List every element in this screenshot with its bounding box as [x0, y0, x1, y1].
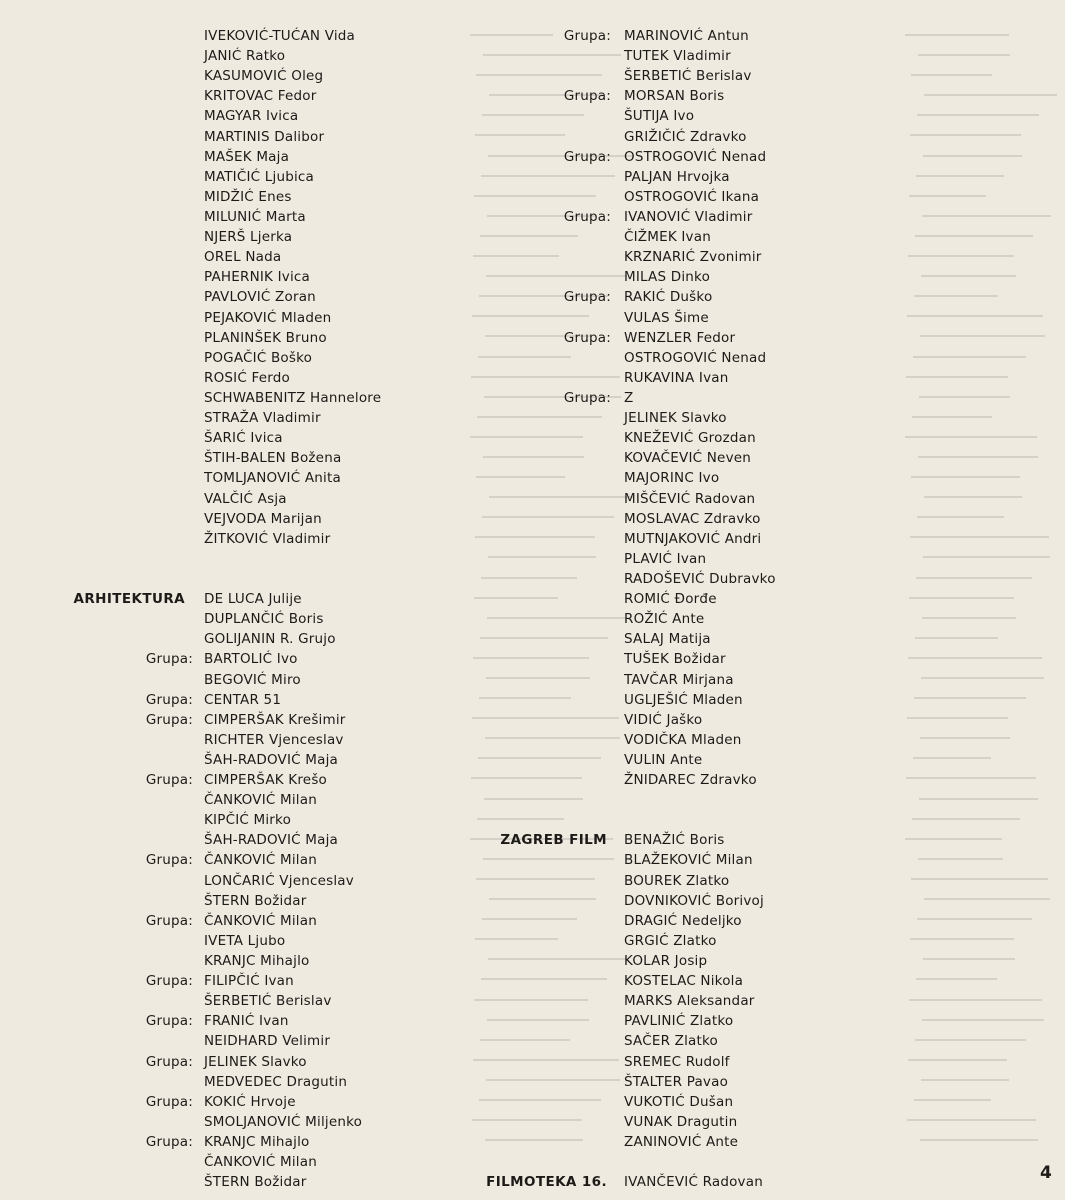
person-name: ŠARIĆ Ivica [204, 430, 283, 447]
person-name: RADOŠEVIĆ Dubravko [624, 570, 776, 587]
list-item [470, 549, 940, 569]
person-name: RUKAVINA Ivan [624, 369, 729, 386]
person-name: LONČARIĆ Vjenceslav [204, 872, 354, 889]
list-item [470, 1052, 940, 1072]
list-item [470, 227, 940, 247]
list-item [0, 106, 470, 126]
person-name: ŠAH-RADOVIĆ Maja [204, 832, 339, 849]
list-item [0, 891, 470, 911]
person-name: RAKIĆ Duško [624, 289, 713, 306]
list-item [470, 810, 940, 830]
list-item [470, 730, 940, 750]
show-through-line [922, 215, 1051, 217]
list-item [470, 368, 940, 388]
person-name: NEIDHARD Velimir [204, 1033, 331, 1050]
list-item [0, 287, 470, 307]
person-name: SALAJ Matija [624, 631, 711, 648]
person-name: SREMEC Rudolf [624, 1053, 730, 1070]
list-item [470, 489, 940, 509]
group-label: Grupa: [145, 852, 193, 869]
group-label: Grupa: [563, 289, 611, 306]
list-item [0, 1052, 470, 1072]
section-heading: ARHITEKTURA [73, 591, 185, 608]
list-item [0, 207, 470, 227]
list-item [0, 167, 470, 187]
group-label: Grupa: [145, 772, 193, 789]
list-item [0, 448, 470, 468]
person-name: VODIČKA Mladen [624, 731, 742, 748]
person-name: ŠERBETIĆ Berislav [624, 68, 752, 85]
list-item [0, 529, 470, 549]
person-name: WENZLER Fedor [624, 329, 736, 346]
list-item [0, 810, 470, 830]
list-item [0, 1112, 470, 1132]
list-item [470, 509, 940, 529]
person-name: CIMPERŠAK Krešo [204, 772, 328, 789]
person-name: TUTEK Vladimir [624, 48, 731, 65]
list-item [470, 871, 940, 891]
list-item [0, 1072, 470, 1092]
person-name: BLAŽEKOVIĆ Milan [624, 852, 753, 869]
list-item [470, 187, 940, 207]
show-through-line [924, 898, 1050, 900]
list-item [0, 830, 470, 850]
person-name: VUNAK Dragutin [624, 1113, 738, 1130]
person-name: VALČIĆ Asja [204, 490, 287, 507]
person-name: ŠTERN Božidar [204, 892, 307, 909]
group-label: Grupa: [145, 691, 193, 708]
list-item [0, 971, 470, 991]
list-item [0, 408, 470, 428]
person-name: DUPLANČIĆ Boris [204, 611, 324, 628]
list-item [470, 670, 940, 690]
person-name: ŠAH-RADOVIĆ Maja [204, 751, 339, 768]
person-name: VULAS Šime [624, 309, 709, 326]
person-name: ZANINOVIĆ Ante [624, 1134, 739, 1151]
list-item [0, 670, 470, 690]
list-item [0, 368, 470, 388]
person-name: MOSLAVAC Zdravko [624, 510, 761, 527]
list-item [470, 86, 940, 106]
list-item [0, 187, 470, 207]
person-name: Z [624, 389, 634, 406]
group-label: Grupa: [145, 1134, 193, 1151]
list-item [0, 468, 470, 488]
person-name: OREL Nada [204, 249, 282, 266]
list-item [0, 871, 470, 891]
person-name: ŽITKOVIĆ Vladimir [204, 530, 331, 547]
list-item [470, 891, 940, 911]
list-item [0, 991, 470, 1011]
person-name: FILIPČIĆ Ivan [204, 973, 294, 990]
person-name: MILUNIĆ Marta [204, 208, 306, 225]
person-name: IVETA Ljubo [204, 932, 286, 949]
list-item [470, 569, 940, 589]
person-name: SMOLJANOVIĆ Miljenko [204, 1113, 363, 1130]
list-item [0, 227, 470, 247]
list-item [470, 46, 940, 66]
group-label: Grupa: [563, 329, 611, 346]
list-item [470, 770, 940, 790]
person-name: PAVLINIĆ Zlatko [624, 1013, 734, 1030]
person-name: IVANOVIĆ Vladimir [624, 208, 753, 225]
person-name: KOSTELAC Nikola [624, 973, 744, 990]
person-name: IVANČEVIĆ Radovan [624, 1174, 763, 1191]
list-item [0, 850, 470, 870]
list-item [0, 649, 470, 669]
list-item [470, 931, 940, 951]
list-item [470, 328, 940, 348]
person-name: ČANKOVIĆ Milan [204, 792, 317, 809]
group-label: Grupa: [563, 389, 611, 406]
list-item [0, 328, 470, 348]
list-item [0, 1092, 470, 1112]
list-item [0, 931, 470, 951]
person-name: STRAŽA Vladimir [204, 410, 321, 427]
group-label: Grupa: [563, 148, 611, 165]
list-item [470, 66, 940, 86]
group-label: Grupa: [145, 1053, 193, 1070]
list-item [0, 1152, 470, 1172]
person-name: ŽNIDAREC Zdravko [624, 772, 757, 789]
person-name: MIŠČEVIĆ Radovan [624, 490, 756, 507]
list-item [470, 147, 940, 167]
list-item [0, 1011, 470, 1031]
list-item [0, 26, 470, 46]
list-item [470, 1132, 940, 1152]
person-name: PALJAN Hrvojka [624, 168, 730, 185]
person-name: ROMIĆ Đorđe [624, 591, 717, 608]
person-name: KIPČIĆ Mirko [204, 812, 292, 829]
list-item [0, 730, 470, 750]
list-item [470, 911, 940, 931]
person-name: ŠERBETIĆ Berislav [204, 993, 332, 1010]
list-item [470, 1112, 940, 1132]
show-through-line [924, 94, 1057, 96]
person-name: TOMLJANOVIĆ Anita [204, 470, 341, 487]
person-name: MARKS Aleksandar [624, 993, 755, 1010]
page-number: 4 [1040, 1163, 1052, 1183]
person-name: KRZNARIĆ Zvonimir [624, 249, 762, 266]
list-item [470, 790, 940, 810]
person-name: PAVLOVIĆ Zoran [204, 289, 316, 306]
list-item [0, 509, 470, 529]
group-label: Grupa: [145, 973, 193, 990]
section-heading: ZAGREB FILM [500, 832, 607, 849]
group-label: Grupa: [145, 711, 193, 728]
person-name: TUŠEK Božidar [624, 651, 726, 668]
list-item [0, 86, 470, 106]
person-name: PLAVIĆ Ivan [624, 550, 707, 567]
person-name: KRANJC Mihajlo [204, 1134, 310, 1151]
person-name: BENAŽIĆ Boris [624, 832, 725, 849]
list-item [470, 26, 940, 46]
list-item [470, 971, 940, 991]
list-item [0, 247, 470, 267]
list-item [470, 106, 940, 126]
list-item [0, 750, 470, 770]
list-item [470, 690, 940, 710]
person-name: PAHERNIK Ivica [204, 269, 311, 286]
list-item [470, 247, 940, 267]
list-item [0, 489, 470, 509]
person-name: MARTINIS Dalibor [204, 128, 325, 145]
person-name: MAGYAR Ivica [204, 108, 299, 125]
person-name: MAŠEK Maja [204, 148, 290, 165]
person-name: JANIĆ Ratko [204, 48, 286, 65]
list-item [0, 308, 470, 328]
person-name: JELINEK Slavko [624, 410, 727, 427]
list-item [470, 348, 940, 368]
list-item [470, 649, 940, 669]
list-item [0, 127, 470, 147]
left-column [0, 26, 470, 1192]
person-name: MAJORINC Ivo [624, 470, 720, 487]
person-name: BARTOLIĆ Ivo [204, 651, 298, 668]
list-item [0, 951, 470, 971]
person-name: MORSAN Boris [624, 88, 725, 105]
list-item [470, 287, 940, 307]
person-name: JELINEK Slavko [204, 1053, 307, 1070]
list-item [470, 207, 940, 227]
person-name: ČIŽMEK Ivan [624, 229, 711, 246]
person-name: NJERŠ Ljerka [204, 229, 293, 246]
person-name: UGLJEŠIĆ Mladen [624, 691, 743, 708]
list-item [470, 267, 940, 287]
list-item [0, 589, 470, 609]
list-item [0, 388, 470, 408]
group-label: Grupa: [145, 912, 193, 929]
list-item [470, 1152, 940, 1172]
group-label: Grupa: [145, 651, 193, 668]
list-item [470, 1172, 940, 1192]
list-item [0, 569, 470, 589]
person-name: MILAS Dinko [624, 269, 711, 286]
person-name: KRANJC Mihajlo [204, 953, 310, 970]
person-name: MUTNJAKOVIĆ Andri [624, 530, 762, 547]
person-name: MEDVEDEC Dragutin [204, 1073, 348, 1090]
list-item [0, 770, 470, 790]
person-name: GOLIJANIN R. Grujo [204, 631, 336, 648]
group-label: Grupa: [145, 1013, 193, 1030]
list-item [0, 790, 470, 810]
list-item [470, 1011, 940, 1031]
person-name: KASUMOVIĆ Oleg [204, 68, 324, 85]
person-name: TAVČAR Mirjana [624, 671, 734, 688]
list-item [0, 267, 470, 287]
list-item [0, 428, 470, 448]
list-item [470, 1092, 940, 1112]
list-item [0, 46, 470, 66]
person-name: FRANIĆ Ivan [204, 1013, 289, 1030]
person-name: ŠUTIJA Ivo [624, 108, 695, 125]
person-name: ČANKOVIĆ Milan [204, 1154, 317, 1171]
person-name: VULIN Ante [624, 751, 703, 768]
person-name: ČANKOVIĆ Milan [204, 912, 317, 929]
person-name: KRITOVAC Fedor [204, 88, 317, 105]
list-item [0, 1031, 470, 1051]
person-name: BOUREK Zlatko [624, 872, 730, 889]
person-name: GRIŽIČIĆ Zdravko [624, 128, 747, 145]
person-name: SAČER Zlatko [624, 1033, 719, 1050]
list-item [470, 991, 940, 1011]
person-name: PLANINŠEK Bruno [204, 329, 327, 346]
person-name: RICHTER Vjenceslav [204, 731, 344, 748]
person-name: SCHWABENITZ Hannelore [204, 389, 382, 406]
person-name: DOVNIKOVIĆ Borivoj [624, 892, 764, 909]
list-item [470, 951, 940, 971]
list-item [470, 710, 940, 730]
person-name: DRAGIĆ Nedeljko [624, 912, 742, 929]
list-item [0, 911, 470, 931]
person-name: OSTROGOVIĆ Nenad [624, 349, 767, 366]
person-name: ŠTALTER Pavao [624, 1073, 729, 1090]
person-name: IVEKOVIĆ-TUĆAN Vida [204, 28, 356, 44]
list-item [470, 1031, 940, 1051]
person-name: MATIČIĆ Ljubica [204, 168, 315, 185]
person-name: CIMPERŠAK Krešimir [204, 711, 346, 728]
person-name: ŠTIH-BALEN Božena [204, 450, 342, 467]
group-label: Grupa: [563, 88, 611, 105]
person-name: MARINOVIĆ Antun [624, 28, 749, 44]
person-name: KOKIĆ Hrvoje [204, 1093, 296, 1110]
group-label: Grupa: [563, 208, 611, 225]
list-item [470, 529, 940, 549]
list-item [470, 448, 940, 468]
list-item [470, 589, 940, 609]
person-name: ROŽIĆ Ante [624, 611, 705, 628]
list-item [470, 830, 940, 850]
group-label: Grupa: [563, 28, 611, 44]
show-through-line [923, 556, 1050, 558]
right-column [470, 26, 940, 1192]
list-item [470, 750, 940, 770]
list-item [470, 127, 940, 147]
person-name: KOLAR Josip [624, 953, 708, 970]
person-name: ROSIĆ Ferdo [204, 369, 290, 386]
list-item [0, 609, 470, 629]
section-heading: FILMOTEKA 16. [486, 1174, 607, 1191]
person-name: VIDIĆ Jaško [624, 711, 703, 728]
person-name: ŠTERN Božidar [204, 1174, 307, 1191]
person-name: VUKOTIĆ Dušan [624, 1093, 734, 1110]
list-item [470, 308, 940, 328]
list-item [0, 549, 470, 569]
list-item [0, 710, 470, 730]
person-name: ČANKOVIĆ Milan [204, 852, 317, 869]
list-item [470, 850, 940, 870]
person-name: CENTAR 51 [204, 691, 282, 708]
person-name: PEJAKOVIĆ Mladen [204, 309, 332, 326]
person-name: DE LUCA Julije [204, 591, 302, 608]
list-item [0, 66, 470, 86]
list-item [470, 408, 940, 428]
list-item [0, 147, 470, 167]
person-name: VEJVODA Marijan [204, 510, 322, 527]
list-item [470, 609, 940, 629]
person-name: KNEŽEVIĆ Grozdan [624, 430, 756, 447]
list-item [470, 428, 940, 448]
person-name: GRGIĆ Zlatko [624, 932, 717, 949]
list-item [0, 348, 470, 368]
list-item [470, 1072, 940, 1092]
person-name: OSTROGOVIĆ Ikana [624, 188, 760, 205]
list-item [470, 468, 940, 488]
group-label: Grupa: [145, 1093, 193, 1110]
list-item [470, 167, 940, 187]
person-name: BEGOVIĆ Miro [204, 671, 301, 688]
person-name: POGAČIĆ Boško [204, 349, 313, 366]
list-item [470, 388, 940, 408]
show-through-line [922, 1019, 1044, 1021]
list-item [0, 1172, 470, 1192]
list-item [0, 629, 470, 649]
person-name: MIDŽIĆ Enes [204, 188, 292, 205]
list-item [0, 1132, 470, 1152]
list-item [0, 690, 470, 710]
list-item [470, 629, 940, 649]
person-name: OSTROGOVIĆ Nenad [624, 148, 767, 165]
person-name: KOVAČEVIĆ Neven [624, 450, 752, 467]
